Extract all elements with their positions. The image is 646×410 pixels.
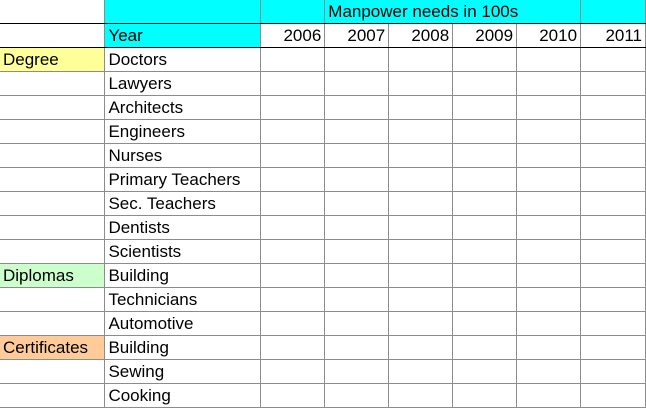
data-cell[interactable] bbox=[581, 48, 646, 72]
data-cell[interactable] bbox=[581, 72, 646, 96]
table-row bbox=[0, 96, 646, 120]
data-cell[interactable] bbox=[325, 168, 389, 192]
data-cell[interactable] bbox=[517, 240, 581, 264]
data-cell[interactable] bbox=[389, 240, 453, 264]
occupation-label[interactable]: Building bbox=[105, 336, 261, 360]
data-cell[interactable] bbox=[517, 168, 581, 192]
year-header-2009[interactable]: 2009 bbox=[453, 24, 517, 48]
data-cell[interactable] bbox=[517, 336, 581, 360]
data-cell[interactable] bbox=[453, 288, 517, 312]
data-cell[interactable] bbox=[453, 120, 517, 144]
data-cell[interactable] bbox=[453, 384, 517, 408]
table-row bbox=[0, 240, 646, 264]
data-cell[interactable] bbox=[325, 72, 389, 96]
data-cell[interactable] bbox=[389, 144, 453, 168]
data-cell[interactable] bbox=[453, 72, 517, 96]
table-row bbox=[0, 216, 646, 240]
occupation-label[interactable]: Architects bbox=[105, 96, 261, 120]
table-row bbox=[0, 288, 646, 312]
title-row bbox=[0, 0, 646, 24]
data-cell[interactable] bbox=[261, 144, 325, 168]
data-cell[interactable] bbox=[453, 360, 517, 384]
data-cell[interactable] bbox=[261, 264, 325, 288]
data-cell[interactable] bbox=[261, 288, 325, 312]
occupation-label[interactable]: Lawyers bbox=[105, 72, 261, 96]
table-row bbox=[0, 72, 646, 96]
year-header-2006[interactable]: 2006 bbox=[261, 24, 325, 48]
occupation-label[interactable]: Sec. Teachers bbox=[105, 192, 261, 216]
cell-blank[interactable] bbox=[0, 360, 105, 384]
data-cell[interactable] bbox=[517, 216, 581, 240]
data-cell[interactable] bbox=[389, 336, 453, 360]
data-cell[interactable] bbox=[517, 192, 581, 216]
occupation-label[interactable]: Cooking bbox=[105, 384, 261, 408]
cell-blank[interactable] bbox=[581, 0, 646, 24]
data-cell[interactable] bbox=[261, 384, 325, 408]
cell-blank[interactable] bbox=[0, 72, 105, 96]
cell-blank[interactable] bbox=[0, 96, 105, 120]
data-cell[interactable] bbox=[325, 360, 389, 384]
data-cell[interactable] bbox=[389, 120, 453, 144]
occupation-label[interactable]: Building bbox=[105, 264, 261, 288]
data-cell[interactable] bbox=[325, 288, 389, 312]
data-cell[interactable] bbox=[389, 216, 453, 240]
cell-blank[interactable] bbox=[105, 0, 261, 24]
cell-blank[interactable] bbox=[0, 144, 105, 168]
data-cell[interactable] bbox=[581, 336, 646, 360]
data-cell[interactable] bbox=[517, 384, 581, 408]
occupation-label[interactable]: Primary Teachers bbox=[105, 168, 261, 192]
data-cell[interactable] bbox=[581, 168, 646, 192]
data-cell[interactable] bbox=[325, 384, 389, 408]
data-cell[interactable] bbox=[389, 168, 453, 192]
data-cell[interactable] bbox=[581, 264, 646, 288]
data-cell[interactable] bbox=[389, 72, 453, 96]
data-cell[interactable] bbox=[325, 336, 389, 360]
data-cell[interactable] bbox=[517, 120, 581, 144]
data-cell[interactable] bbox=[261, 48, 325, 72]
year-header-2007[interactable]: 2007 bbox=[325, 24, 389, 48]
category-certificates[interactable]: Certificates bbox=[0, 336, 105, 360]
table-row bbox=[0, 360, 646, 384]
data-cell[interactable] bbox=[581, 144, 646, 168]
data-cell[interactable] bbox=[581, 240, 646, 264]
table-title[interactable]: Manpower needs in 100s bbox=[325, 0, 581, 24]
year-header-2008[interactable]: 2008 bbox=[389, 24, 453, 48]
data-cell[interactable] bbox=[453, 48, 517, 72]
cell-blank[interactable] bbox=[0, 384, 105, 408]
data-cell[interactable] bbox=[261, 120, 325, 144]
data-cell[interactable] bbox=[325, 96, 389, 120]
category-diplomas[interactable]: Diplomas bbox=[0, 264, 105, 288]
data-cell[interactable] bbox=[517, 144, 581, 168]
data-cell[interactable] bbox=[325, 120, 389, 144]
table-row bbox=[0, 264, 646, 288]
year-header-label[interactable]: Year bbox=[105, 24, 261, 48]
data-cell[interactable] bbox=[261, 336, 325, 360]
data-cell[interactable] bbox=[389, 96, 453, 120]
year-header-2011[interactable]: 2011 bbox=[581, 24, 646, 48]
table-row bbox=[0, 336, 646, 360]
data-cell[interactable] bbox=[517, 264, 581, 288]
data-cell[interactable] bbox=[581, 312, 646, 336]
table-row bbox=[0, 384, 646, 408]
cell-blank[interactable] bbox=[0, 120, 105, 144]
cell-blank[interactable] bbox=[0, 192, 105, 216]
data-cell[interactable] bbox=[325, 144, 389, 168]
data-cell[interactable] bbox=[453, 192, 517, 216]
data-cell[interactable] bbox=[517, 312, 581, 336]
data-cell[interactable] bbox=[261, 216, 325, 240]
data-cell[interactable] bbox=[453, 144, 517, 168]
occupation-label[interactable]: Dentists bbox=[105, 216, 261, 240]
data-cell[interactable] bbox=[261, 72, 325, 96]
data-cell[interactable] bbox=[581, 360, 646, 384]
data-cell[interactable] bbox=[261, 360, 325, 384]
data-cell[interactable] bbox=[389, 312, 453, 336]
cell-blank[interactable] bbox=[0, 312, 105, 336]
data-cell[interactable] bbox=[261, 96, 325, 120]
data-cell[interactable] bbox=[581, 384, 646, 408]
data-cell[interactable] bbox=[389, 360, 453, 384]
data-cell[interactable] bbox=[453, 168, 517, 192]
cell-blank[interactable] bbox=[0, 168, 105, 192]
data-cell[interactable] bbox=[581, 96, 646, 120]
data-cell[interactable] bbox=[261, 240, 325, 264]
occupation-label[interactable]: Sewing bbox=[105, 360, 261, 384]
data-cell[interactable] bbox=[517, 288, 581, 312]
data-cell[interactable] bbox=[517, 72, 581, 96]
data-cell[interactable] bbox=[325, 216, 389, 240]
occupation-label[interactable]: Engineers bbox=[105, 120, 261, 144]
data-cell[interactable] bbox=[581, 216, 646, 240]
data-cell[interactable] bbox=[389, 192, 453, 216]
year-header-row bbox=[0, 24, 646, 48]
occupation-label[interactable]: Technicians bbox=[105, 288, 261, 312]
cell-blank[interactable] bbox=[0, 288, 105, 312]
data-cell[interactable] bbox=[581, 192, 646, 216]
data-cell[interactable] bbox=[325, 48, 389, 72]
data-cell[interactable] bbox=[453, 96, 517, 120]
data-cell[interactable] bbox=[453, 216, 517, 240]
data-cell[interactable] bbox=[389, 288, 453, 312]
table-row bbox=[0, 48, 646, 72]
table-row bbox=[0, 312, 646, 336]
cell-blank[interactable] bbox=[0, 24, 105, 48]
data-cell[interactable] bbox=[389, 384, 453, 408]
occupation-label[interactable]: Automotive bbox=[105, 312, 261, 336]
data-cell[interactable] bbox=[325, 264, 389, 288]
data-cell[interactable] bbox=[453, 312, 517, 336]
data-cell[interactable] bbox=[325, 192, 389, 216]
table-row bbox=[0, 144, 646, 168]
data-cell[interactable] bbox=[517, 360, 581, 384]
table-row bbox=[0, 120, 646, 144]
year-header-2010[interactable]: 2010 bbox=[517, 24, 581, 48]
cell-blank[interactable] bbox=[0, 240, 105, 264]
occupation-label[interactable]: Scientists bbox=[105, 240, 261, 264]
table-row bbox=[0, 168, 646, 192]
data-cell[interactable] bbox=[325, 240, 389, 264]
data-cell[interactable] bbox=[389, 48, 453, 72]
occupation-label[interactable]: Doctors bbox=[105, 48, 261, 72]
data-cell[interactable] bbox=[453, 336, 517, 360]
category-degree[interactable]: Degree bbox=[0, 48, 105, 72]
data-cell[interactable] bbox=[261, 312, 325, 336]
data-cell[interactable] bbox=[261, 192, 325, 216]
data-cell[interactable] bbox=[581, 288, 646, 312]
data-cell[interactable] bbox=[389, 264, 453, 288]
data-cell[interactable] bbox=[453, 264, 517, 288]
data-cell[interactable] bbox=[261, 168, 325, 192]
data-cell[interactable] bbox=[517, 48, 581, 72]
data-cell[interactable] bbox=[325, 312, 389, 336]
cell-blank[interactable] bbox=[0, 0, 105, 24]
data-cell[interactable] bbox=[581, 120, 646, 144]
cell-blank[interactable] bbox=[261, 0, 325, 24]
occupation-label[interactable]: Nurses bbox=[105, 144, 261, 168]
table-row bbox=[0, 192, 646, 216]
data-cell[interactable] bbox=[453, 240, 517, 264]
data-cell[interactable] bbox=[517, 96, 581, 120]
cell-blank[interactable] bbox=[0, 216, 105, 240]
